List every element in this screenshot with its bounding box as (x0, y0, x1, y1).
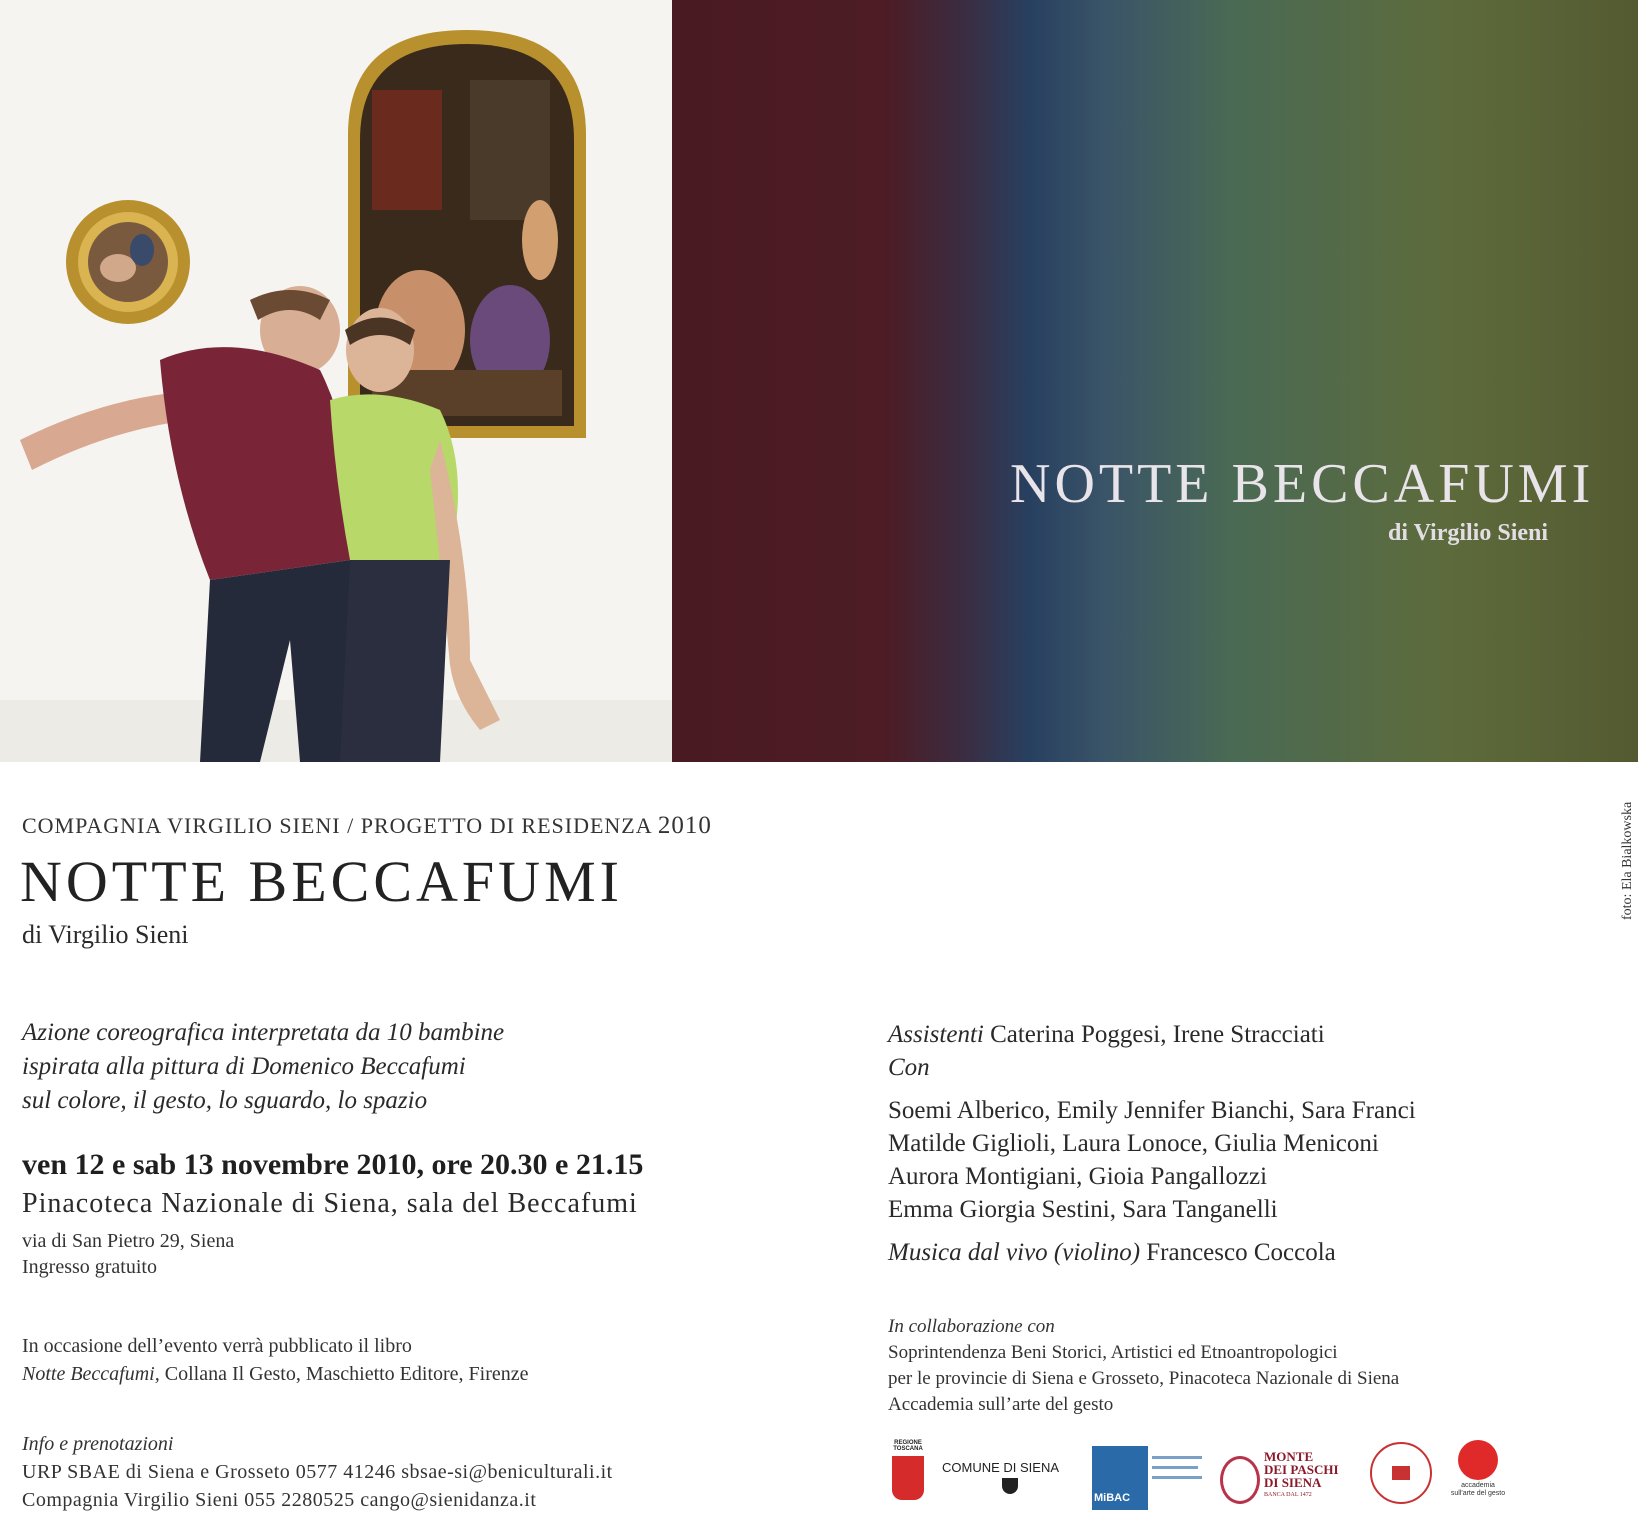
performers-line: Soemi Alberico, Emily Jennifer Bianchi, Sara Franci (888, 1097, 1416, 1124)
event-dates: ven 12 e sab 13 novembre 2010, ore 20.30 e 21.15 (22, 1148, 644, 1181)
info-contact-line: URP SBAE di Siena e Grosseto 0577 41246 sbsae-si@beniculturali.it (22, 1461, 613, 1483)
performers-line: Emma Giorgia Sestini, Sara Tanganelli (888, 1196, 1278, 1223)
description (22, 1016, 504, 1118)
admission-note: Ingresso gratuito (22, 1256, 157, 1278)
collaboration-line: Soprintendenza Beni Storici, Artistici ed Etnoantropologici (888, 1342, 1338, 1363)
siena-shield-icon (1002, 1478, 1018, 1494)
assistants-label: Assistenti (888, 1021, 984, 1048)
dancers-illustration (0, 0, 672, 762)
monte-label-3: DI SIENA (1264, 1475, 1322, 1490)
assistants-line (888, 1018, 1416, 1051)
mibac-logo (1092, 1446, 1204, 1510)
monte-paschi-logo (1220, 1446, 1360, 1510)
collaboration-line: Accademia sull’arte del gesto (888, 1394, 1114, 1415)
monte-label-2: DEI PASCHI (1264, 1462, 1339, 1477)
event-venue: Pinacoteca Nazionale di Siena, sala del Beccafumi (22, 1188, 638, 1219)
hero-subtitle: di Virgilio Sieni (1388, 520, 1549, 546)
compagnia-emblem-icon (1392, 1466, 1410, 1480)
book-title: Notte Beccafumi, (22, 1363, 160, 1385)
company-name: COMPAGNIA VIRGILIO SIENI (22, 813, 341, 838)
music-label: Musica dal vivo (violino) (888, 1239, 1141, 1266)
book-announcement (22, 1332, 529, 1388)
accademia-circle-icon (1458, 1440, 1498, 1480)
project-header (22, 812, 712, 840)
info-section (22, 1430, 613, 1514)
hero-photo (0, 0, 672, 762)
monte-paschi-emblem-icon (1220, 1456, 1260, 1504)
monte-label-1: MONTE (1264, 1449, 1314, 1464)
performers-line: Aurora Montigiani, Gioia Pangallozzi (888, 1163, 1268, 1190)
photo-credit-text: foto: Ela Bialkowska (1620, 801, 1635, 920)
accademia-label: accademia sull'arte del gesto (1450, 1482, 1506, 1497)
regione-label: REGIONE TOSCANA (893, 1440, 923, 1452)
color-gradient-panel (672, 0, 1638, 762)
page-subtitle: di Virgilio Sieni (22, 920, 189, 949)
collaboration-heading: In collaborazione con (888, 1316, 1055, 1337)
accademia-logo (1450, 1440, 1506, 1520)
mibac-label: MiBAC (1094, 1492, 1131, 1504)
info-contact-line: Compagnia Virgilio Sieni 055 2280525 cango@sienidanza.it (22, 1489, 537, 1511)
music-name: Francesco Coccola (1140, 1239, 1336, 1266)
sponsor-logos (880, 1440, 1510, 1520)
description-line: sul colore, il gesto, lo sguardo, lo spazio (22, 1087, 428, 1114)
hero-title: NOTTE BECCAFUMI (1010, 453, 1595, 515)
comune-label: COMUNE DI SIENA (942, 1460, 1060, 1475)
credits (888, 1018, 1416, 1269)
collaboration (888, 1314, 1399, 1418)
with-label: Con (888, 1054, 930, 1081)
info-heading: Info e prenotazioni (22, 1433, 174, 1455)
book-publisher: Collana Il Gesto, Maschietto Editore, Firenze (159, 1363, 529, 1385)
collaboration-line: per le provincie di Siena e Grosseto, Pinacoteca Nazionale di Siena (888, 1368, 1400, 1389)
venue-details (22, 1228, 234, 1280)
compagnia-sieni-logo (1370, 1442, 1432, 1504)
round-painting (66, 200, 190, 324)
regione-shield-icon (892, 1456, 924, 1500)
book-intro: In occasione dell’evento verrà pubblicato il libro (22, 1335, 412, 1357)
venue-address: via di San Pietro 29, Siena (22, 1230, 235, 1252)
monte-label-4: BANCA DAL 1472 (1264, 1492, 1312, 1498)
project-year: 2010 (657, 812, 712, 839)
regione-toscana-logo (888, 1440, 928, 1516)
book-details (22, 1360, 529, 1388)
photo-credit (1598, 760, 1635, 920)
description-line: Azione coreografica interpretata da 10 bambine (22, 1019, 505, 1046)
project-name: PROGETTO DI RESIDENZA (360, 813, 652, 838)
description-line: ispirata alla pittura di Domenico Beccafumi (22, 1053, 466, 1080)
assistants-names: Caterina Poggesi, Irene Stracciati (983, 1021, 1325, 1048)
header-separator: / (347, 813, 355, 838)
performers-line: Matilde Giglioli, Laura Lonoce, Giulia Meniconi (888, 1130, 1379, 1157)
page-title: NOTTE BECCAFUMI (20, 849, 623, 914)
comune-siena-logo (942, 1460, 1078, 1500)
music-line (888, 1236, 1416, 1269)
